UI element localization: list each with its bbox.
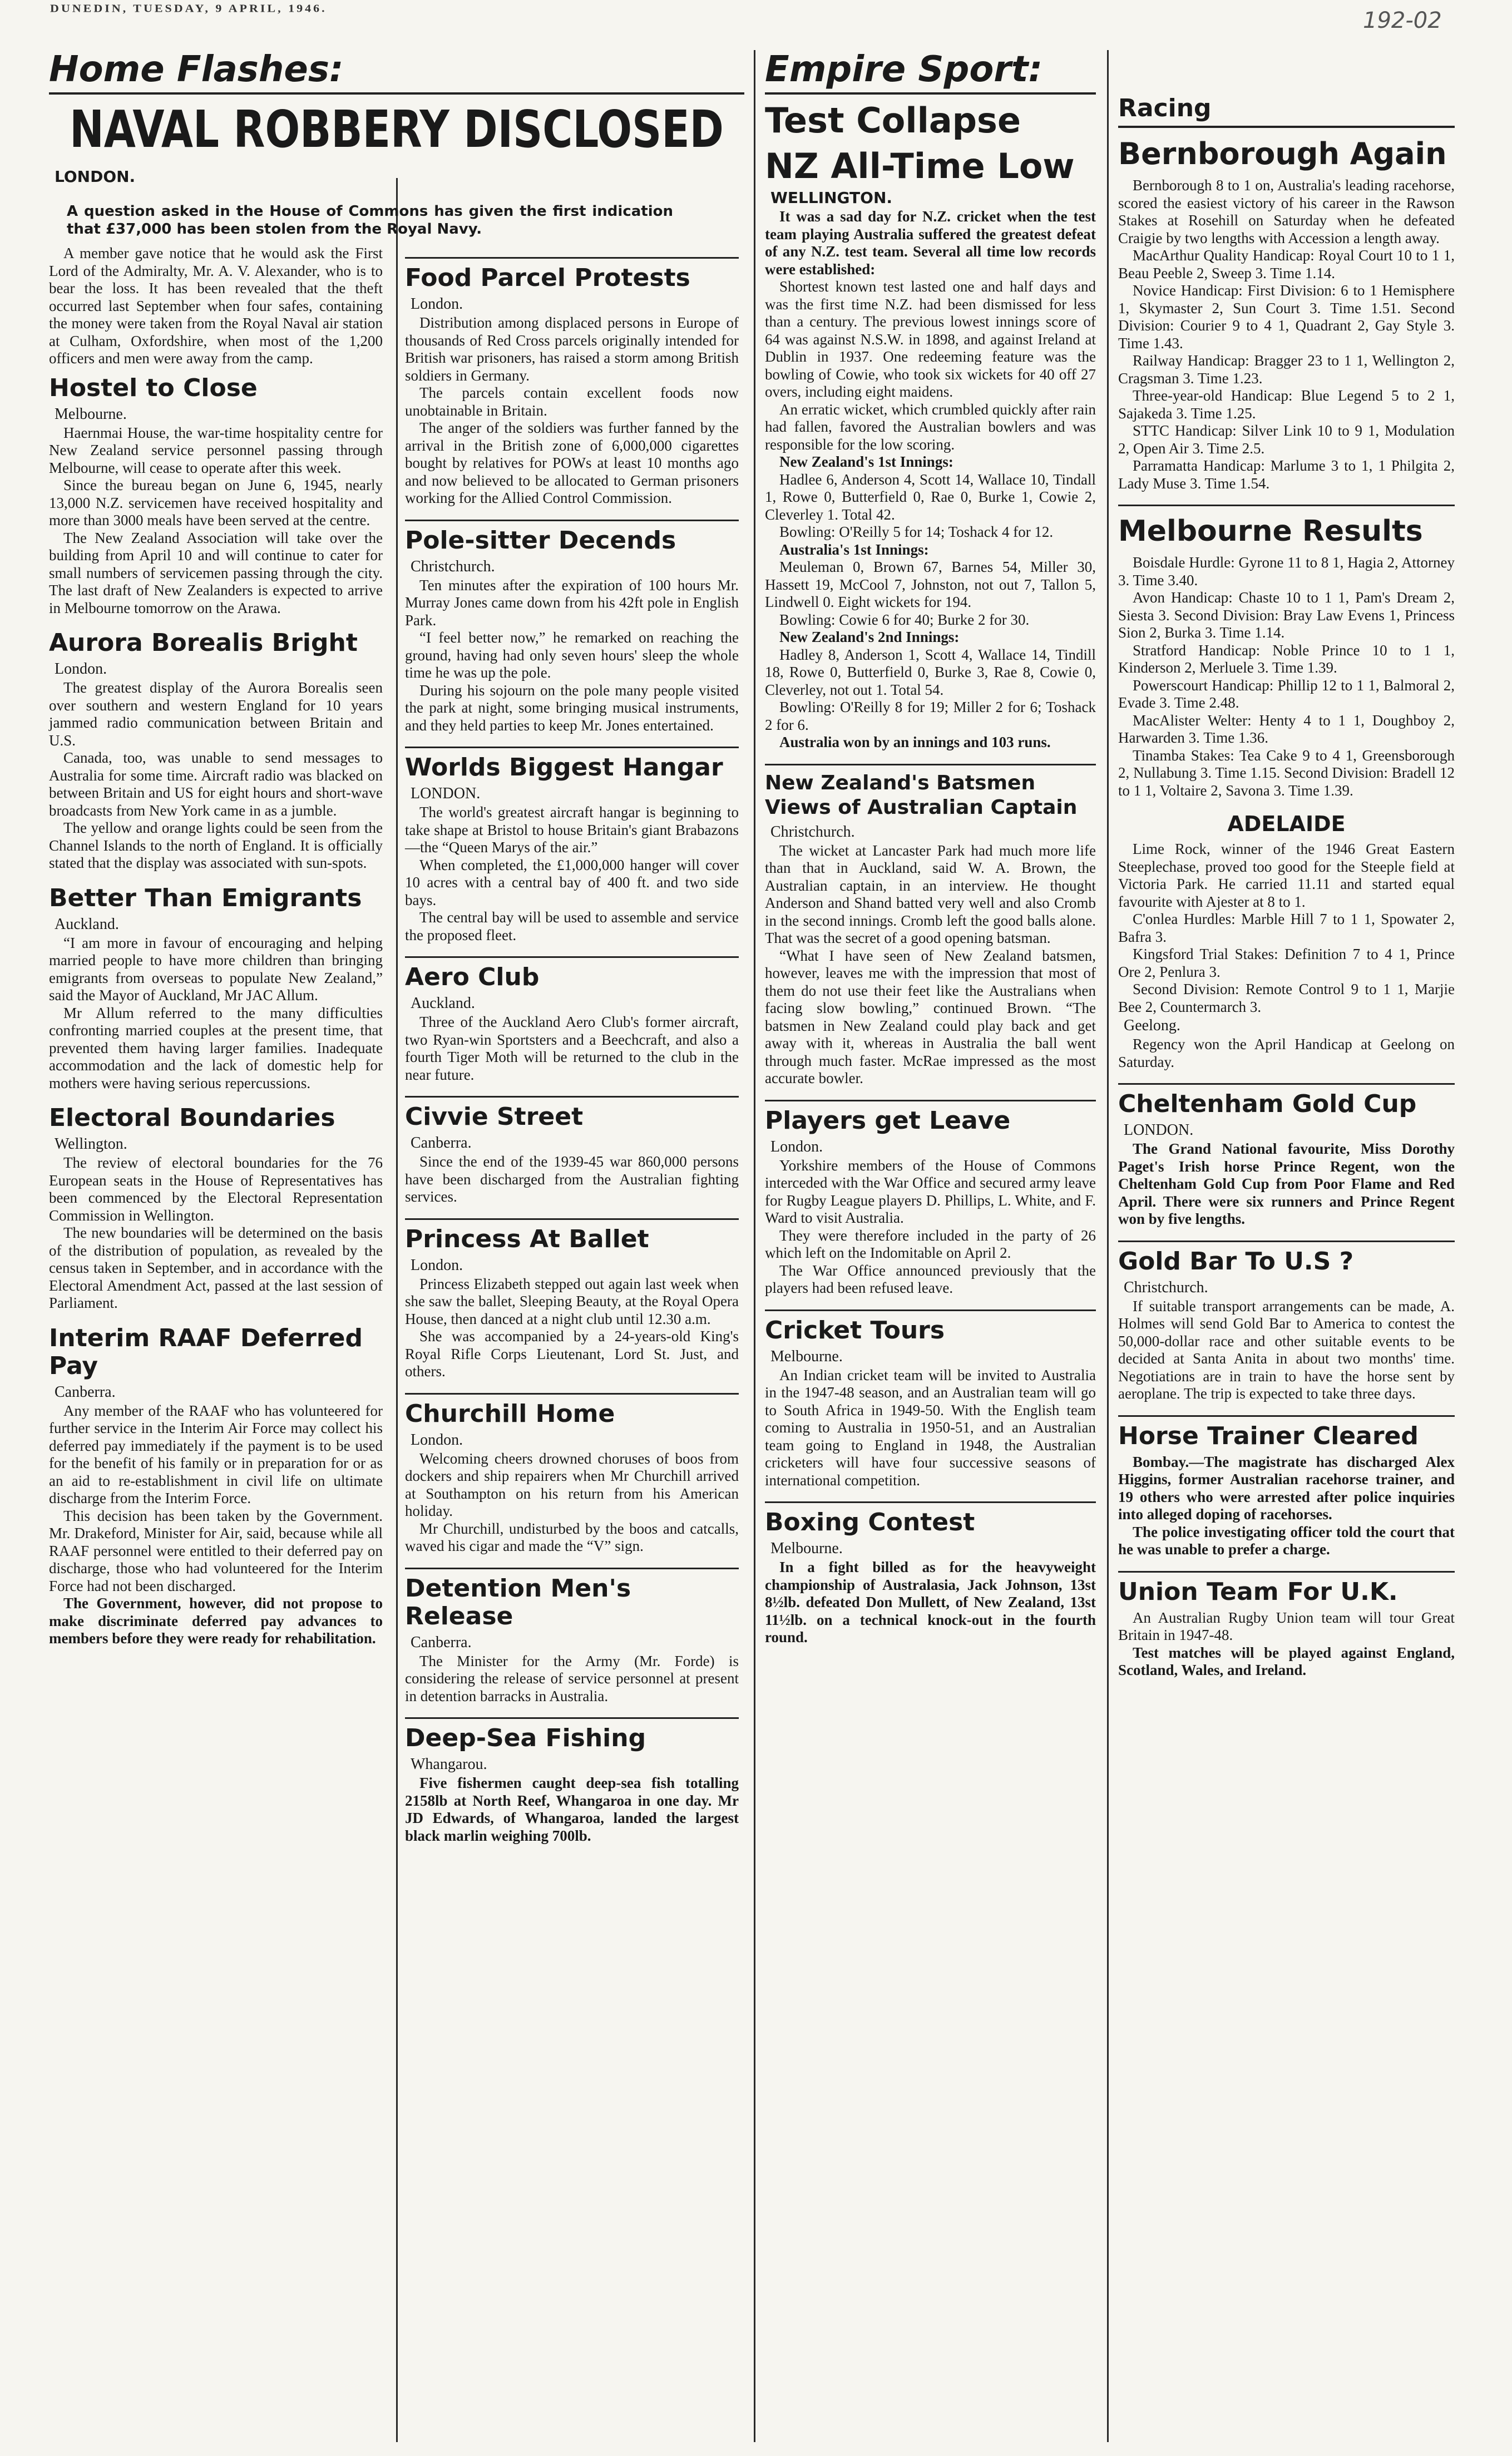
article-paragraph: The review of electoral boundaries for the 76 European seats in the House of Representatives has been commenced by the Electoral Representation Commission in Wellington. <box>49 1154 383 1224</box>
dateline: London. <box>55 660 107 678</box>
article-paragraph: Any member of the RAAF who has volunteered for further service in the Interim Air Force may collect his deferred pay immediately if the payment is to be used for the benefit of his family or in preparation for or as an aid to re-establishment in civil life on ultimate discharge from the Interim Force. <box>49 1402 383 1506</box>
article-paragraph: The police investigating officer told the court that he was unable to prefer a charge. <box>1118 1523 1455 1558</box>
headline: Better Than Emigrants <box>49 883 362 912</box>
innings-title: New Zealand's 1st Innings: <box>779 453 953 470</box>
article-paragraph: Hadlee 6, Anderson 4, Scott 14, Wallace 10, Tindall 1, Rowe 0, Butterfield 0, Rae 0, Burke 1, Cowie 2, Cleverley 1. Total 42. <box>765 471 1096 523</box>
article-paragraph: Mr Allum referred to the many difficulties confronting married couples at the present time, that prevented them having larger families. Inadequate accommodation and the lack of domestic help for mothers were having serious repercussions. <box>49 1004 383 1091</box>
race-result: Railway Handicap: Bragger 23 to 1 1, Wellington 2, Cragsman 3. Time 1.23. <box>1118 352 1455 387</box>
article-paragraph: Bowling: Cowie 6 for 40; Burke 2 for 30. <box>779 611 1030 628</box>
dateline: Wellington. <box>55 1135 127 1153</box>
article-players-leave <box>765 1100 1096 1297</box>
article-paragraph: Haernmai House, the war-time hospitality centre for New Zealand service personnel passing through Melbourne, will cease to operate after this week. <box>49 424 383 476</box>
subheading: ADELAIDE <box>1227 812 1346 836</box>
race-result: Parramatta Handicap: Marlume 3 to 1, 1 Philgita 2, Lady Muse 3. Time 1.54. <box>1118 457 1455 492</box>
article-paragraph: Mr Churchill, undisturbed by the boos and catcalls, waved his cigar and made the “V” sign. <box>405 1520 739 1554</box>
article-deep-sea <box>405 1717 739 1845</box>
column-2 <box>405 250 739 1857</box>
article-paragraph: Since the end of the 1939-45 war 860,000 persons have been discharged from the Australian fighting services. <box>405 1153 739 1205</box>
section-title: Empire Sport: <box>765 49 1043 90</box>
article-paragraph: Hadley 8, Anderson 1, Scott 4, Wallace 14, Tindill 18, Rowe 0, Butterfield 0, Burke 3, Rae 8, Cowie 0, Cleverley, not out 1. Total 54. <box>765 646 1096 698</box>
article-paragraph: “I am more in favour of encouraging and helping married people to have more children than bringing emigrants from overseas to populate New Zealand,” said the Mayor of Auckland, Mr JAC Allum. <box>49 934 383 1004</box>
home-flashes-section <box>49 50 744 160</box>
article-paragraph: She was accompanied by a 24-years-old King's Royal Rifle Corps Lieutenant, Lord St. Just, and others. <box>405 1328 739 1380</box>
article-aurora <box>49 629 383 872</box>
column-4 <box>1118 95 1455 1692</box>
article-paragraph: Regency won the April Handicap at Geelong on Saturday. <box>1118 1036 1455 1070</box>
article-detention <box>405 1568 739 1706</box>
dateline: London. <box>411 1256 463 1274</box>
article-paragraph: Yorkshire members of the House of Commons interceded with the War Office and secured army leave for Rugby League players D. Phillips, L. White, and F. Ward to visit Australia. <box>765 1157 1096 1226</box>
race-result: Stratford Handicap: Noble Prince 10 to 1 1, Kinderson 2, Merluele 3. Time 1.39. <box>1118 641 1455 676</box>
race-result: Three-year-old Handicap: Blue Legend 5 to 2 1, Sajakeda 3. Time 1.25. <box>1118 387 1455 422</box>
headline: Players get Leave <box>765 1100 1096 1135</box>
headline: Electoral Boundaries <box>49 1104 335 1132</box>
article-melbourne-results <box>1118 505 1455 799</box>
race-result: Powerscourt Handicap: Phillip 12 to 1 1, Balmoral 2, Evade 3. Time 2.48. <box>1118 676 1455 711</box>
article-adelaide <box>1118 812 1455 1071</box>
race-result: Tinamba Stakes: Tea Cake 9 to 4 1, Greensborough 2, Nullabung 3. Time 1.15. Second Division: Bradell 12 to 1 1, Voltaire 2, Savona 3. Time 1.39. <box>1118 747 1455 799</box>
headline: Interim RAAF Deferred Pay <box>49 1323 363 1380</box>
section-title: Racing <box>1118 94 1212 122</box>
race-result: Avon Handicap: Chaste 10 to 1 1, Pam's Dream 2, Siesta 3. Second Division: Bray Law Evens 1, Princess Sion 2, Burka 3. Time 1.14. <box>1118 589 1455 641</box>
article-paragraph: Five fishermen caught deep-sea fish totalling 2158lb at North Reef, Whangaroa in one day. Mr JD Edwards, of Whangaroa, landed the largest black marlin weighing 700lb. <box>405 1775 739 1844</box>
article-paragraph: Three of the Auckland Aero Club's former aircraft, two Ryan-win Sportsters and a Beechcraft, and also a fourth Tiger Moth will be returned to the club in the near future. <box>405 1014 739 1083</box>
article-paragraph: The War Office announced previously that the players had been refused leave. <box>765 1262 1096 1296</box>
headline: Melbourne Results <box>1118 505 1455 551</box>
article-food-parcel <box>405 257 739 507</box>
article-test-collapse <box>765 101 1096 752</box>
article-naval-robbery <box>49 168 383 186</box>
headline: Cheltenham Gold Cup <box>1118 1083 1455 1118</box>
race-result: STTC Handicap: Silver Link 10 to 9 1, Modulation 2, Open Air 3. Time 2.5. <box>1118 422 1455 457</box>
race-result: C'onlea Hurdles: Marble Hill 7 to 1 1, Spowater 2, Bafra 3. <box>1118 911 1455 945</box>
dateline: Canberra. <box>411 1633 472 1651</box>
article-bernborough <box>1118 135 1455 492</box>
article-paragraph: The new boundaries will be determined on the basis of the distribution of population, as revealed by the census taken in September, and in accordance with the Electoral Amendment Act, passed at the last session of Parliament. <box>49 1224 383 1311</box>
article-princess <box>405 1218 739 1381</box>
masthead: DUNEDIN, TUESDAY, 9 APRIL, 1946. <box>50 2 327 14</box>
page-number: 192-02 <box>1363 8 1442 33</box>
headline: Union Team For U.K. <box>1118 1571 1455 1606</box>
dateline: Melbourne. <box>770 1540 843 1557</box>
headline: Boxing Contest <box>765 1501 1096 1536</box>
article-paragraph: Shortest known test lasted one and half days and was the first time N.Z. had been dismissed for less than a century. The previous lowest innings score of 64 was against N.S.W. in 1898, and against Ireland at Dublin in 1937. One redeeming feature was the bowling of Cowie, who took six wickets for 40 off 27 overs, including eight maidens. <box>765 278 1096 400</box>
article-paragraph: If suitable transport arrangements can be made, A. Holmes will send Gold Bar to America to contest the 50,000-dollar race and other suitable events to be decided at Santa Anita in about two months' time. Negotiations are in train to have the horse sent by aeroplane. The trip is expected to take three days. <box>1118 1297 1455 1402</box>
article-paragraph: An Indian cricket team will be invited to Australia in the 1947-48 season, and an Australian team will go to South Africa in 1949-50. With the English team coming to Australia in 1950-51, and an Australian team going to England in 1948, the Australian cricketers will have four successive seasons of international competition. <box>765 1366 1096 1489</box>
article-paragraph: The Minister for the Army (Mr. Forde) is considering the release of service personnel at present in detention barracks in Australia. <box>405 1652 739 1704</box>
article-gold-bar <box>1118 1241 1455 1403</box>
lead-headline: NAVAL ROBBERY DISCLOSED <box>70 100 724 160</box>
dateline: Christchurch. <box>770 823 855 841</box>
article-raaf <box>49 1325 383 1648</box>
headline: Food Parcel Protests <box>405 257 739 292</box>
headline: New Zealand's Batsmen Views of Australian Captain <box>765 764 1096 820</box>
headline: Worlds Biggest Hangar <box>405 747 739 782</box>
column-1-body <box>49 245 383 1660</box>
article-paragraph: Ten minutes after the expiration of 100 hours Mr. Murray Jones came down from his 42ft pole in English Park. <box>405 576 739 629</box>
article-paragraph: Distribution among displaced persons in Europe of thousands of Red Cross parcels originally intended for British war prisoners, has raised a storm among British soldiers in Germany. <box>405 314 739 384</box>
race-result: Second Division: Remote Control 9 to 1 1, Marjie Bee 2, Countermarch 3. <box>1118 981 1455 1015</box>
dateline: Whangarou. <box>411 1756 487 1773</box>
section-rule <box>1118 126 1455 128</box>
article-paragraph: The anger of the soldiers was further fanned by the arrival in the British zone of 6,000,000 cigarettes bought by relatives for POWs at least 10 months ago and now believed to be allocated to German prisoners working for the Allied Control Commission. <box>405 419 739 506</box>
dateline: Christchurch. <box>411 557 495 575</box>
section-rule <box>765 92 1096 95</box>
article-paragraph: Bowling: O'Reilly 5 for 14; Toshack 4 for 12. <box>779 523 1054 540</box>
article-hostel <box>49 374 383 617</box>
column-3 <box>765 50 1096 1659</box>
headline: Gold Bar To U.S ? <box>1118 1241 1455 1276</box>
article-paragraph: In a fight billed as for the heavyweight championship of Australasia, Jack Johnson, 13st 8½lb. defeated Don Mullett, of New Zealand, 13st 11½lb. on a technical knock-out in the fourth round. <box>765 1559 1096 1645</box>
article-paragraph: The wicket at Lancaster Park had much more life than that in Auckland, said W. A. Brown, the Australian captain, in an interview. He thought Anderson and Shand batted very well and also Cromb in the second innings. Cromb left the good balls alone. That was the secret of a good opening batsman. <box>765 842 1096 946</box>
dateline: Geelong. <box>1124 1017 1180 1034</box>
column-divider <box>754 50 755 2442</box>
headline: Civvie Street <box>405 1096 739 1131</box>
article-paragraph: They were therefore included in the party of 26 which left on the Indomitable on April 2. <box>765 1227 1096 1261</box>
dateline: LONDON. <box>411 785 481 802</box>
dateline: London. <box>411 295 463 313</box>
article-paragraph: Bowling: O'Reilly 8 for 19; Miller 2 for 6; Toshack 2 for 6. <box>765 699 1096 733</box>
headline: Churchill Home <box>405 1393 739 1428</box>
article-paragraph: The Government, however, did not propose to make discriminate deferred pay advances to members before they were ready for rehabilitation. <box>49 1595 383 1647</box>
race-result: Novice Handicap: First Division: 6 to 1 Hemisphere 1, Skymaster 2, Sun Court 3. Time 1.51. Second Division: Courier 9 to 4 1, Quadrant 2, Gay Style 3. Time 1.43. <box>1118 282 1455 352</box>
article-churchill <box>405 1393 739 1555</box>
article-paragraph: An Australian Rugby Union team will tour Great Britain in 1947-48. <box>1118 1609 1455 1643</box>
article-paragraph: Canada, too, was unable to send messages to Australia for some time. Aircraft radio was blacked on between Britain and US for eight hours and short-wave broadcasts from New York came in as a jumble. <box>49 749 383 819</box>
race-result: MacAlister Welter: Henty 4 to 1 1, Doughboy 2, Harwarden 3. Time 1.36. <box>1118 711 1455 746</box>
subheadline: NZ All-Time Low <box>765 146 1075 186</box>
article-aero-club <box>405 956 739 1084</box>
article-horse-trainer <box>1118 1415 1455 1559</box>
article-paragraph: Princess Elizabeth stepped out again last week when she saw the ballet, Sleeping Beauty, at the Royal Opera House, then danced at a night club until 12.30 a.m. <box>405 1275 739 1327</box>
headline: Test Collapse <box>765 100 1021 141</box>
article-civvie-street <box>405 1096 739 1206</box>
article-cheltenham <box>1118 1083 1455 1228</box>
article-paragraph: The yellow and orange lights could be seen from the Channel Islands to the north of England. It is officially stated that the display was associated with sun-spots. <box>49 819 383 871</box>
article-batsmen <box>765 764 1096 1088</box>
article-union-team <box>1118 1571 1455 1679</box>
race-result: Kingsford Trial Stakes: Definition 7 to 4 1, Prince Ore 2, Penlura 3. <box>1118 946 1455 980</box>
column-divider <box>396 178 398 2442</box>
dateline: Canberra. <box>411 1134 472 1152</box>
dateline: Melbourne. <box>770 1347 843 1365</box>
headline: Princess At Ballet <box>405 1218 739 1253</box>
article-paragraph: The world's greatest aircraft hangar is beginning to take shape at Bristol to house Britain's giant Brabazons—the “Queen Marys of the air.” <box>405 804 739 856</box>
article-paragraph: Lime Rock, winner of the 1946 Great Eastern Steeplechase, proved too good for the Steeple field at Victoria Park. He carried 11.11 and started equal favourite with Ajester at 8 to 1. <box>1118 841 1455 910</box>
article-emigrants <box>49 884 383 1093</box>
article-body: A member gave notice that he would ask the First Lord of the Admiralty, Mr. A. V. Alexander, who is to bear the loss. It has been revealed that the theft occurred last September when four safes, containing the money were taken from the Royal Naval air station at Culham, Oxfordshire, when most of the 1,200 officers and men were away from the camp. <box>49 245 383 367</box>
innings-title: Australia's 1st Innings: <box>779 541 929 558</box>
section-rule <box>49 92 744 95</box>
article-paragraph: “What I have seen of New Zealand batsmen, however, leaves me with the impression that most of them do not use their feet like the Australians when facing slow bowling,” continued Brown. “The batsmen in New Zealand could play back and get away with it, whereas in Australia the ball went through much faster. McRae impressed as the most accurate bowler. <box>765 947 1096 1086</box>
article-paragraph: Bombay.—The magistrate has discharged Alex Higgins, former Australian racehorse trainer, and 19 others who were arrested after police inquiries into alleged doping of racehorses. <box>1118 1453 1455 1523</box>
article-hangar <box>405 747 739 944</box>
dateline: Christchurch. <box>1124 1278 1208 1296</box>
dateline: Auckland. <box>411 995 475 1012</box>
headline: Horse Trainer Cleared <box>1118 1415 1455 1450</box>
article-pole-sitter <box>405 520 739 735</box>
article-paragraph: Meuleman 0, Brown 67, Barnes 54, Miller 30, Hassett 19, McCool 7, Johnston, not out 7, Tallon 5, Lindwell 0. Eight wickets for 194. <box>765 559 1096 610</box>
article-paragraph: Australia won by an innings and 103 runs. <box>779 734 1051 750</box>
article-paragraph: An erratic wicket, which crumbled quickly after rain had fallen, favored the Australian bowlers and was responsible for the low scoring. <box>765 401 1096 453</box>
innings-title: New Zealand's 2nd Innings: <box>779 629 960 645</box>
article-paragraph: During his sojourn on the pole many people visited the park at night, some bringing musical instruments, and they held parties to keep Mr. Jones entertained. <box>405 681 739 734</box>
article-boxing <box>765 1501 1096 1647</box>
dateline: Canberra. <box>55 1383 116 1401</box>
article-paragraph: The greatest display of the Aurora Borealis seen over southern and western England for 10 years jammed radio communication between Britain and U.S. <box>49 679 383 749</box>
article-paragraph: When completed, the £1,000,000 hanger will cover 10 acres with a central bay of 400 ft. and two side bays. <box>405 856 739 908</box>
article-paragraph: The parcels contain excellent foods now unobtainable in Britain. <box>405 384 739 419</box>
article-paragraph: The New Zealand Association will take over the building from April 10 and will continue to cater for small numbers of servicemen passing through the city. The last draft of New Zealanders is expected to arrive in Melbourne tomorrow on the Arawa. <box>49 529 383 616</box>
dateline: Auckland. <box>55 915 119 933</box>
column-divider <box>1107 50 1109 2442</box>
race-result: MacArthur Quality Handicap: Royal Court 10 to 1 1, Beau Peeble 2, Sweep 3. Time 1.14. <box>1118 247 1455 281</box>
section-title: Home Flashes: <box>49 49 344 90</box>
article-paragraph: “I feel better now,” he remarked on reaching the ground, having had only seven hours' sleep the whole time he was up the pole. <box>405 629 739 681</box>
headline: Detention Men's Release <box>405 1568 739 1630</box>
article-electoral <box>49 1104 383 1312</box>
column-1 <box>49 167 383 198</box>
article-paragraph: Since the bureau began on June 6, 1945, nearly 13,000 N.Z. servicemen have received hospitality and more than 3000 meals have been served at the centre. <box>49 477 383 528</box>
headline: Aurora Borealis Bright <box>49 629 358 657</box>
headline: Hostel to Close <box>49 373 258 402</box>
lead-intro-block <box>67 200 673 240</box>
dateline: Melbourne. <box>55 405 127 423</box>
headline: Aero Club <box>405 956 739 991</box>
headline: Cricket Tours <box>765 1309 1096 1345</box>
article-paragraph: Test matches will be played against England, Scotland, Wales, and Ireland. <box>1118 1644 1455 1678</box>
headline: Deep-Sea Fishing <box>405 1717 739 1752</box>
article-cricket-tours <box>765 1309 1096 1490</box>
article-paragraph: The central bay will be used to assemble and service the proposed fleet. <box>405 909 739 943</box>
dateline: LONDON. <box>1124 1121 1194 1139</box>
dateline: LONDON. <box>55 167 136 186</box>
lead-intro: A question asked in the House of Commons has given the first indication that £37,000 has been stolen from the Royal Navy. <box>67 203 673 238</box>
dateline: London. <box>411 1431 463 1449</box>
headline: Pole-sitter Decends <box>405 520 739 555</box>
article-paragraph: This decision has been taken by the Government. Mr. Drakeford, Minister for Air, said, because while all RAAF personnel were entitled to their deferred pay on discharge, those who had volunteered for the Interim Force had not been discharged. <box>49 1507 383 1594</box>
headline: Bernborough Again <box>1118 136 1447 171</box>
dateline: London. <box>770 1138 823 1155</box>
article-paragraph: Welcoming cheers drowned choruses of boos from dockers and ship repairers when Mr Churchill arrived at Southampton on his return from his American holiday. <box>405 1450 739 1519</box>
dateline: WELLINGTON. <box>770 189 893 207</box>
article-paragraph: It was a sad day for N.Z. cricket when the test team playing Australia suffered the greatest defeat of any N.Z. test team. Several all time low records were established: <box>765 208 1096 278</box>
article-paragraph: Bernborough 8 to 1 on, Australia's leading racehorse, scored the easiest victory of his career in the Rawson Stakes at Rosehill on Saturday when he defeated Craigie by two lengths with Accession a length away. <box>1118 177 1455 246</box>
article-paragraph: The Grand National favourite, Miss Dorothy Paget's Irish horse Prince Regent, won the Cheltenham Gold Cup from Poor Flame and Red April. There were six runners and Prince Regent won by five lengths. <box>1118 1140 1455 1227</box>
race-result: Boisdale Hurdle: Gyrone 11 to 8 1, Hagia 2, Attorney 3. Time 3.40. <box>1118 554 1455 589</box>
